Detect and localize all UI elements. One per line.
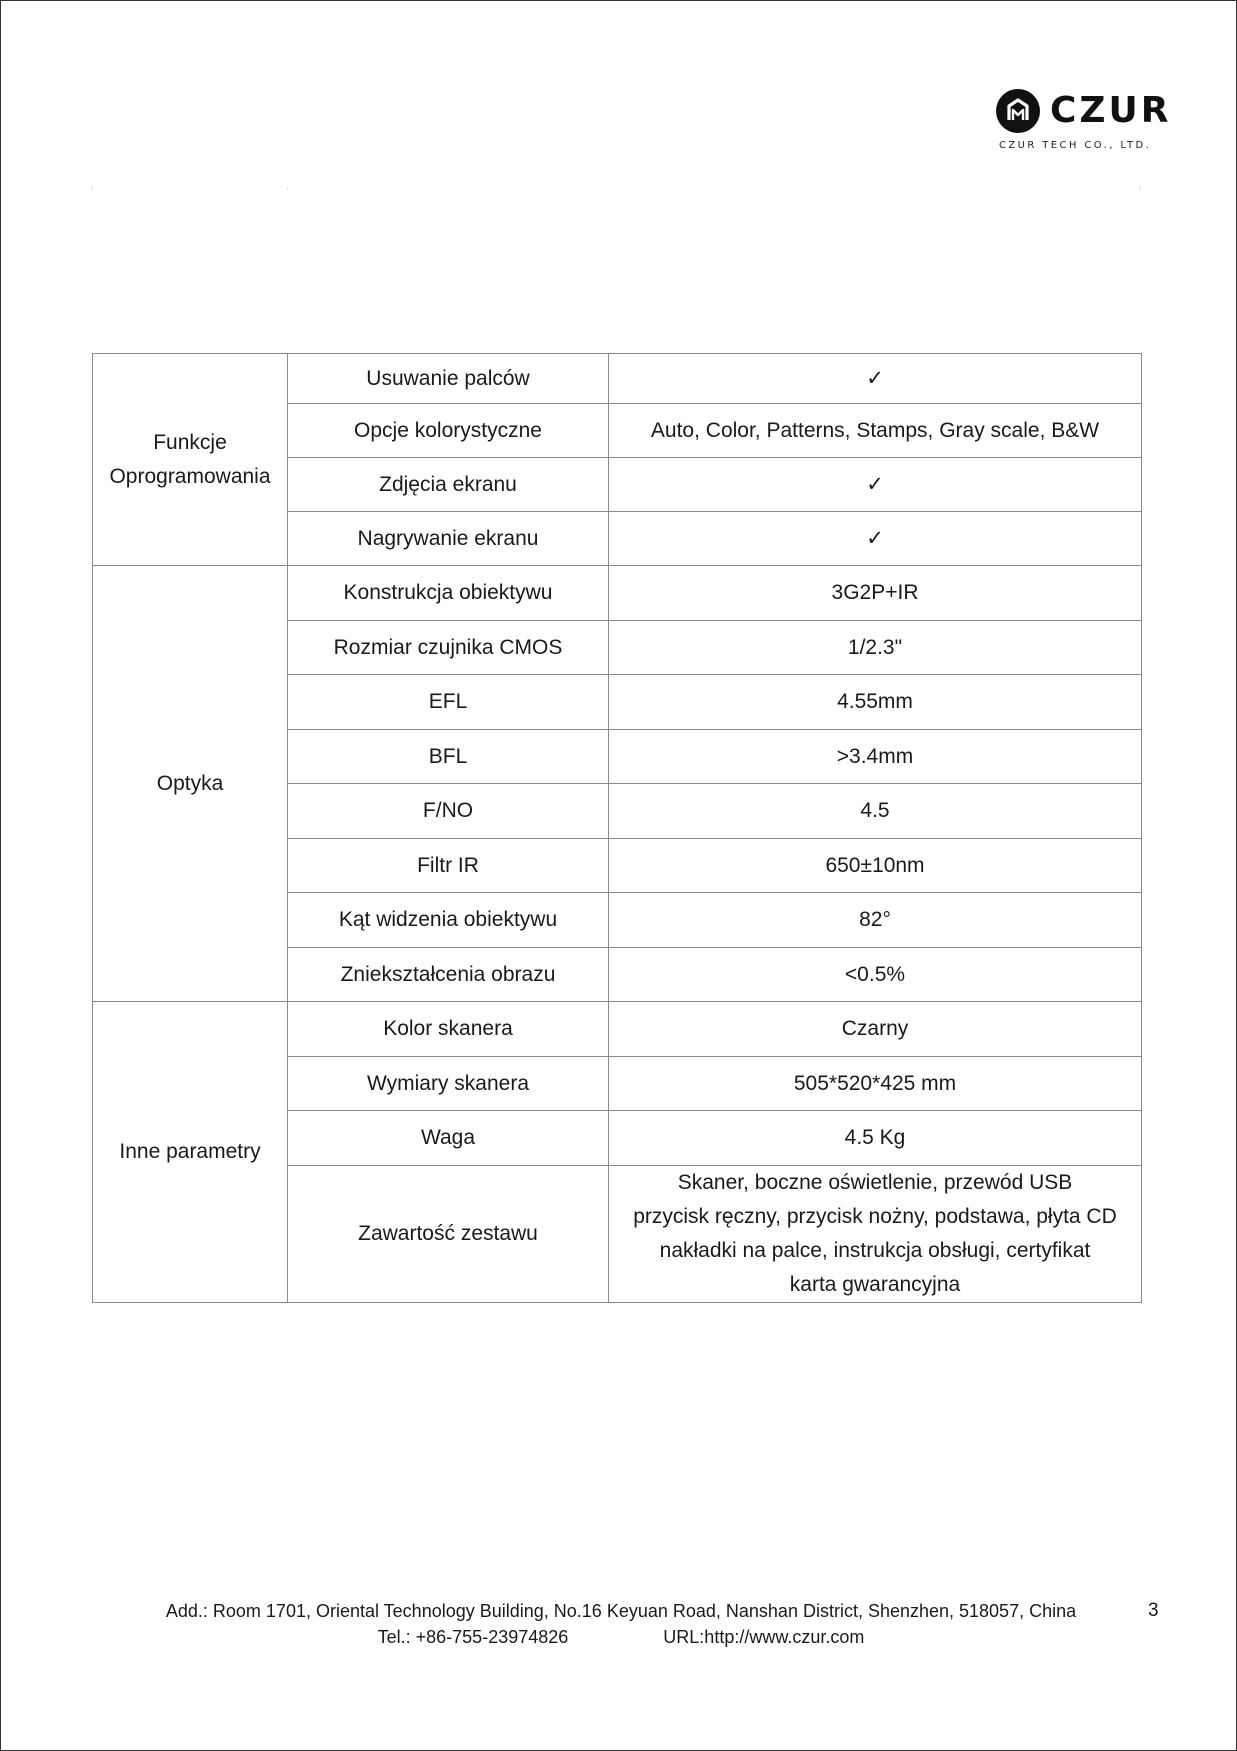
footer-contact-line (146, 1624, 1096, 1650)
parameter-name: BFL (288, 730, 609, 784)
header-rule-mark (92, 188, 93, 189)
czur-logo-icon (996, 89, 1040, 133)
parameter-name: EFL (288, 675, 609, 730)
parameter-value: 1/2.3" (609, 621, 1142, 675)
parameter-name: Nagrywanie ekranu (288, 512, 609, 566)
specifications-table (92, 353, 1142, 1303)
parameter-value: 505*520*425 mm (609, 1057, 1142, 1111)
parameter-value: 4.5 (609, 784, 1142, 839)
logo-subtitle: CZUR TECH CO., LTD. (999, 140, 1152, 151)
parameter-value: Auto, Color, Patterns, Stamps, Gray scale, B&W (609, 404, 1142, 458)
table-row (93, 1002, 1142, 1057)
parameter-value: Skaner, boczne oświetlenie, przewód USB przycisk ręczny, przycisk nożny, podstawa, płyta CD nakładki na palce, instrukcja obsługi, certyfikat karta gwarancyjna (609, 1166, 1142, 1303)
header-rule-mark (1140, 188, 1141, 189)
parameter-value: ✓ (609, 354, 1142, 404)
parameter-name: Waga (288, 1111, 609, 1166)
parameter-name: Wymiary skanera (288, 1057, 609, 1111)
parameter-value: 4.55mm (609, 675, 1142, 730)
header-rule-mark (287, 188, 288, 189)
logo-wordmark: CZUR (1050, 90, 1172, 131)
company-logo (994, 88, 1172, 156)
parameter-value: ✓ (609, 458, 1142, 512)
parameter-value: Czarny (609, 1002, 1142, 1057)
parameter-name: F/NO (288, 784, 609, 839)
page-footer (146, 1598, 1096, 1650)
parameter-name: Zawartość zestawu (288, 1166, 609, 1303)
company-address: Add.: Room 1701, Oriental Technology Building, No.16 Keyuan Road, Nanshan District, Shenzhen, 518057, China (165, 1601, 1077, 1621)
parameter-value: 4.5 Kg (609, 1111, 1142, 1166)
parameter-name: Zniekształcenia obrazu (288, 948, 609, 1002)
parameter-name: Kolor skanera (288, 1002, 609, 1057)
parameter-name: Opcje kolorystyczne (288, 404, 609, 458)
page-number: 3 (1148, 1600, 1159, 1621)
parameter-name: Kąt widzenia obiektywu (288, 893, 609, 948)
parameter-value: 650±10nm (609, 839, 1142, 893)
parameter-name: Konstrukcja obiektywu (288, 566, 609, 621)
parameter-name: Rozmiar czujnika CMOS (288, 621, 609, 675)
parameter-name: Zdjęcia ekranu (288, 458, 609, 512)
table-row (93, 354, 1142, 404)
parameter-name: Filtr IR (288, 839, 609, 893)
company-phone: Tel.: +86-755-23974826 (377, 1627, 569, 1647)
parameter-value: ✓ (609, 512, 1142, 566)
group-label: Optyka (93, 566, 288, 1002)
group-label: Funkcje Oprogramowania (93, 354, 288, 566)
parameter-value: 3G2P+IR (609, 566, 1142, 621)
parameter-name: Usuwanie palców (288, 354, 609, 404)
specifications-table-body (93, 354, 1142, 1303)
parameter-value: >3.4mm (609, 730, 1142, 784)
company-url[interactable]: URL:http://www.czur.com (663, 1627, 865, 1647)
table-row (93, 566, 1142, 621)
parameter-value: 82° (609, 893, 1142, 948)
group-label: Inne parametry (93, 1002, 288, 1303)
parameter-value: <0.5% (609, 948, 1142, 1002)
